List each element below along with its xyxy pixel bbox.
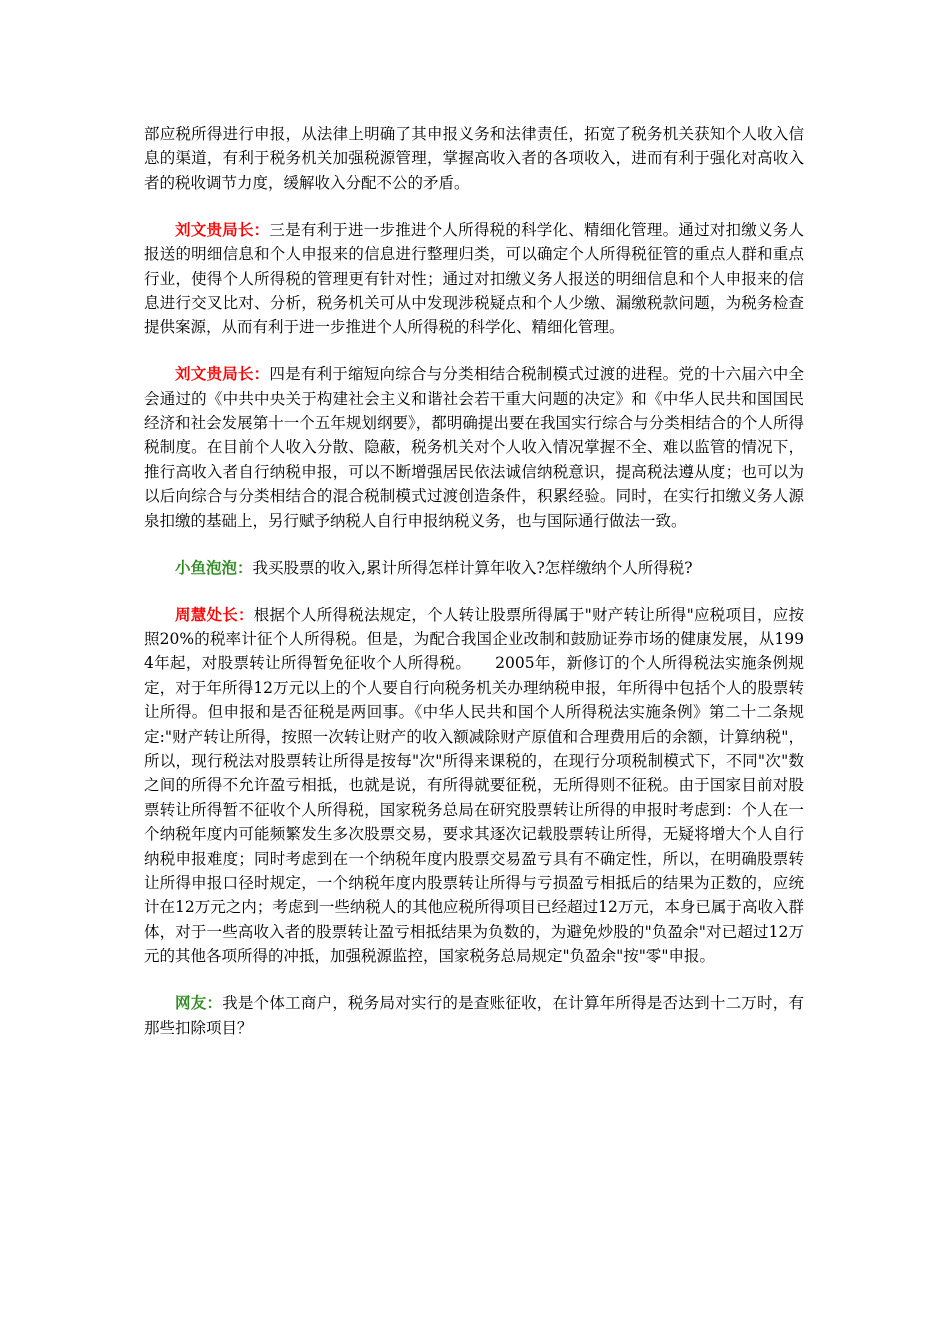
speaker-label: 周慧处长： [175, 604, 254, 624]
paragraph-text: 四是有利于缩短向综合与分类相结合税制模式过渡的进程。党的十六届六中全会通过的《中共中央关于构建社会主义和谐社会若干重大问题的决定》和《中华人民共和国国民经济和社会发展第十一个五年规划纲要》，都明确提出要在我国实行综合与分类相结合的个人所得税制度。在目前个人收入分散、隐蔽，税务机关对个人收入情况掌握不全、难以监管的情况下，推行高收入者自行纳税申报，可以不断增强居民依法诚信纳税意识，提高税法遵从度；也可以为以后向综合与分类相结合的混合税制模式过渡创造条件，积累经验。同时，在实行扣缴义务人源泉扣缴的基础上，另行赋予纳税人自行申报纳税义务，也与国际通行做法一致。 [144, 365, 804, 530]
paragraph-zhou-answer [144, 603, 804, 969]
paragraph-liu-point-four [144, 362, 804, 533]
paragraph-intro [144, 122, 804, 195]
document-page [144, 122, 804, 1062]
paragraph-text: 我买股票的收入,累计所得怎样计算年收入?怎样缴纳个人所得税? [252, 558, 693, 577]
paragraph-text: 我是个体工商户，税务局对实行的是查账征收，在计算年所得是否达到十二万时，有那些扣除项目？ [144, 994, 804, 1037]
speaker-label: 刘文贵局长： [175, 219, 270, 239]
speaker-label: 网友： [175, 993, 223, 1013]
paragraph-text: 部应税所得进行申报，从法律上明确了其申报义务和法律责任，拓宽了税务机关获知个人收入信息的渠道，有利于税务机关加强税源管理，掌握高收入者的各项收入，进而有利于强化对高收入者的税收调节力度，缓解收入分配不公的矛盾。 [144, 125, 804, 192]
paragraph-question-business [144, 991, 804, 1040]
paragraph-liu-point-three [144, 218, 804, 340]
paragraph-text: 根据个人所得税法规定，个人转让股票所得属于"财产转让所得"应税项目，应按照20%的税率计征个人所得税。但是，为配合我国企业改制和鼓励证券市场的健康发展，从1994年起，对股票转让所得暂免征收个人所得税。 2005年，新修订的个人所得税法实施条例规定，对于年所得12万元以上的个人要自行向税务机关办理纳税申报，年所得中包括个人的股票转让所得。但申报和是否征税是两回事。《中华人民共和国个人所得税法实施条例》第二十二条规定:"财产转让所得，按照一次转让财产的收入额减除财产原值和合理费用后的余额，计算纳税"，所以，现行税法对股票转让所得是按每"次"所得来课税的，在现行分项税制模式下，不同"次"数之间的所得不允许盈亏相抵，也就是说，有所得就要征税，无所得则不征税。由于国家目前对股票转让所得暂不征收个人所得税，国家税务总局在研究股票转让所得的申报时考虑到：个人在一个纳税年度内可能频繁发生多次股票交易，要求其逐次记载股票转让所得，无疑将增大个人自行纳税申报难度；同时考虑到在一个纳税年度内股票交易盈亏具有不确定性，所以，在明确股票转让所得申报口径时规定，一个纳税年度内股票转让所得与亏损盈亏相抵后的结果为正数的，应统计在12万元之内；考虑到一些纳税人的其他应税所得项目已经超过12万元，本身已属于高收入群体，对于一些高收入者的股票转让盈亏相抵结果为负数的，为避免炒股的"负盈余"对已超过12万元的其他各项所得的冲抵，加强税源监控，国家税务总局规定"负盈余"按"零"申报。 [144, 605, 804, 966]
speaker-label: 小鱼泡泡： [175, 557, 253, 577]
speaker-label: 刘文贵局长： [175, 364, 270, 384]
paragraph-text: 三是有利于进一步推进个人所得税的科学化、精细化管理。通过对扣缴义务人报送的明细信息和个人申报来的信息进行整理归类，可以确定个人所得税征管的重点人群和重点行业，使得个人所得税的管理更有针对性；通过对扣缴义务人报送的明细信息和个人申报来的信息进行交叉比对、分析，税务机关可从中发现涉税疑点和个人少缴、漏缴税款问题，为税务检查提供案源，从而有利于进一步推进个人所得税的科学化、精细化管理。 [144, 220, 804, 337]
paragraph-question-stocks [144, 556, 804, 580]
